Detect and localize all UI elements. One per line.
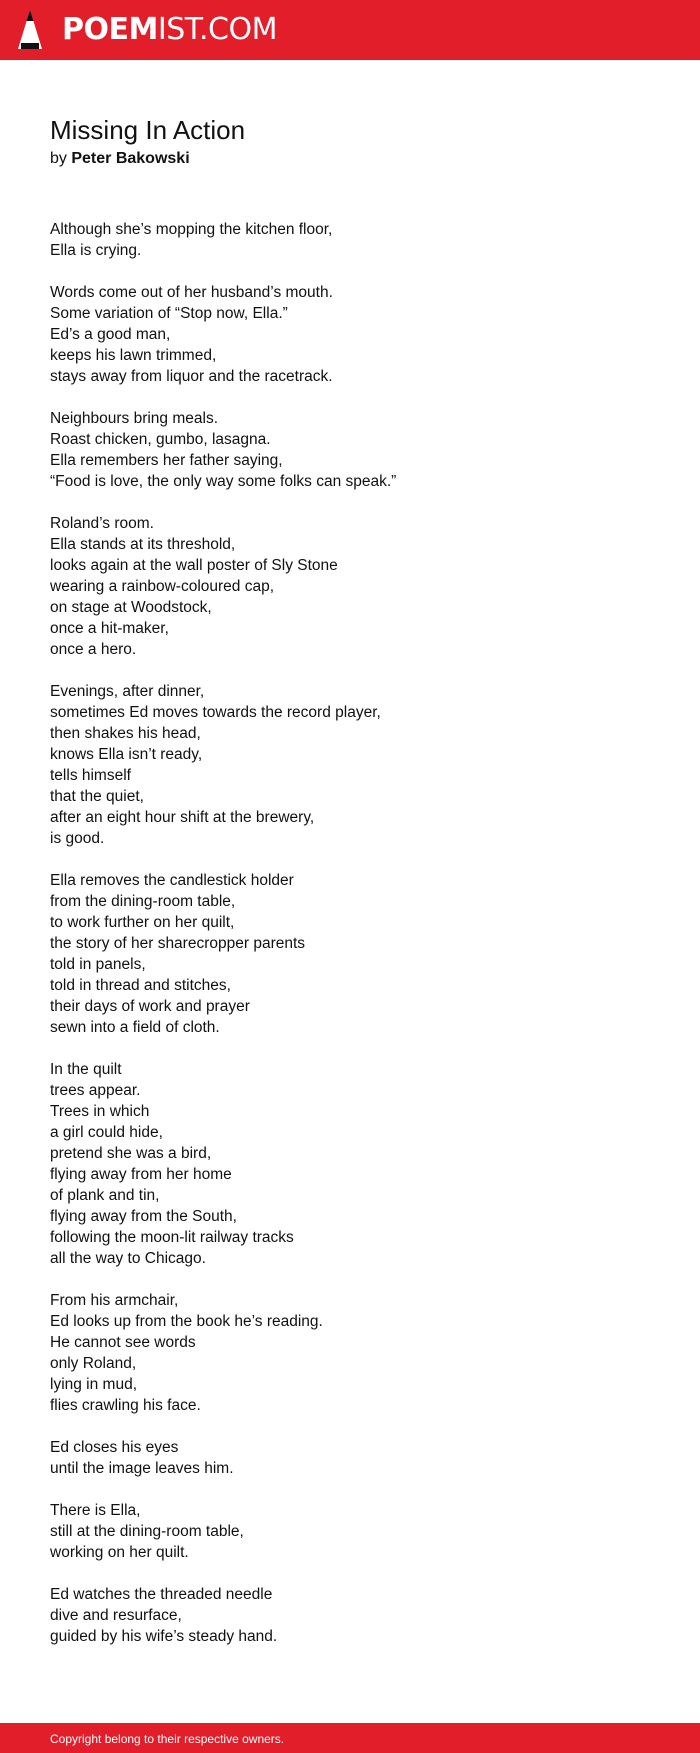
author-name: Peter Bakowski [71, 150, 190, 167]
by-label: by [50, 150, 67, 167]
poem-line: flying away from the South, [50, 1208, 237, 1225]
poem-line: Roast chicken, gumbo, lasagna. [50, 431, 271, 448]
poem-line: looks again at the wall poster of Sly Stone [50, 557, 338, 574]
poem-line: after an eight hour shift at the brewery, [50, 809, 315, 826]
stanza [50, 681, 650, 849]
site-footer [0, 1723, 700, 1753]
poem-line: then shakes his head, [50, 725, 201, 742]
stanza [50, 1437, 650, 1479]
poem-line: is good. [50, 830, 105, 847]
poem-line: pretend she was a bird, [50, 1145, 212, 1162]
poem-line: still at the dining-room table, [50, 1523, 244, 1540]
poem-line: tells himself [50, 767, 131, 784]
poem-line: working on her quilt. [50, 1544, 189, 1561]
poem-line: flying away from her home [50, 1166, 232, 1183]
poem-line: Words come out of her husband’s mouth. [50, 284, 333, 301]
poem-title: Missing In Action [50, 115, 246, 145]
poem-line: Neighbours bring meals. [50, 410, 219, 427]
poem-line: once a hero. [50, 641, 137, 658]
poem-line: Ella stands at its threshold, [50, 536, 236, 553]
stanza [50, 1584, 650, 1647]
poem-line: until the image leaves him. [50, 1460, 234, 1477]
poem-line: of plank and tin, [50, 1187, 160, 1204]
poem-line: Trees in which [50, 1103, 150, 1120]
poem-line: keeps his lawn trimmed, [50, 347, 217, 364]
poem-line: Some variation of “Stop now, Ella.” [50, 305, 288, 322]
stanza [50, 870, 650, 1038]
stanza [50, 282, 650, 387]
site-header [0, 0, 700, 60]
poem-line: Ella is crying. [50, 242, 142, 259]
poem-line: He cannot see words [50, 1334, 196, 1351]
poem-line: Although she’s mopping the kitchen floor, [50, 221, 333, 238]
poem-line: There is Ella, [50, 1502, 141, 1519]
poem-line: that the quiet, [50, 788, 144, 805]
poem-line: sewn into a field of cloth. [50, 1019, 220, 1036]
poem-line: In the quilt [50, 1061, 122, 1078]
poem-line: to work further on her quilt, [50, 914, 235, 931]
poem-line: following the moon-lit railway tracks [50, 1229, 294, 1246]
stanza [50, 1500, 650, 1563]
stanza [50, 1059, 650, 1269]
poem-line: lying in mud, [50, 1376, 138, 1393]
poem-line: “Food is love, the only way some folks can speak.” [50, 473, 397, 490]
poem-line: stays away from liquor and the racetrack. [50, 368, 333, 385]
copyright-text: Copyright belong to their respective owners. [50, 1732, 285, 1746]
pencil-icon[interactable] [16, 9, 44, 51]
site-logo[interactable] [62, 12, 277, 48]
poem-line: dive and resurface, [50, 1607, 182, 1624]
poem-line: Ed looks up from the book he’s reading. [50, 1313, 323, 1330]
poem-line: Roland’s room. [50, 515, 154, 532]
poem-line: Ed closes his eyes [50, 1439, 179, 1456]
poem-line: From his armchair, [50, 1292, 179, 1309]
poem-body [50, 219, 650, 1668]
poem-line: told in thread and stitches, [50, 977, 231, 994]
poem-line: Ella remembers her father saying, [50, 452, 283, 469]
poem-line: wearing a rainbow-coloured cap, [50, 578, 275, 595]
poem-line: from the dining-room table, [50, 893, 236, 910]
poem-line: only Roland, [50, 1355, 137, 1372]
poem-line: Ed’s a good man, [50, 326, 171, 343]
brand-bold: POEM [62, 12, 158, 47]
poem-line: once a hit-maker, [50, 620, 169, 637]
stanza [50, 1290, 650, 1416]
poem-line: their days of work and prayer [50, 998, 250, 1015]
poem-line: Ella removes the candlestick holder [50, 872, 294, 889]
poem-line: a girl could hide, [50, 1124, 163, 1141]
poem-line: flies crawling his face. [50, 1397, 201, 1414]
poem-line: told in panels, [50, 956, 146, 973]
poem-line: sometimes Ed moves towards the record player, [50, 704, 381, 721]
poem-line: guided by his wife’s steady hand. [50, 1628, 278, 1645]
poem-line: Ed watches the threaded needle [50, 1586, 273, 1603]
poem-line: all the way to Chicago. [50, 1250, 206, 1267]
poem-line: on stage at Woodstock, [50, 599, 212, 616]
poem-line: Evenings, after dinner, [50, 683, 205, 700]
byline [50, 148, 190, 170]
brand-light: IST.COM [157, 12, 277, 47]
poem-line: knows Ella isn’t ready, [50, 746, 203, 763]
poem-line: trees appear. [50, 1082, 141, 1099]
poem-line: the story of her sharecropper parents [50, 935, 306, 952]
stanza [50, 219, 650, 261]
stanza [50, 513, 650, 660]
stanza [50, 408, 650, 492]
